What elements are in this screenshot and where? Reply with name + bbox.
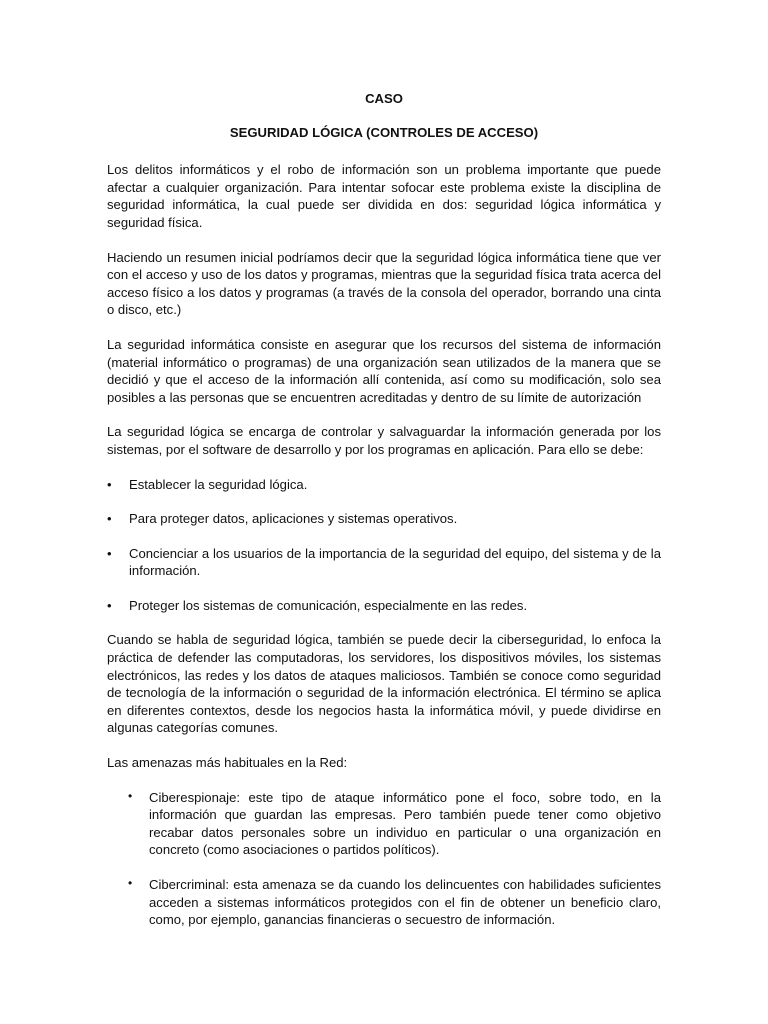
bullet-dot-icon: • xyxy=(128,876,133,890)
bullet-text: Establecer la seguridad lógica. xyxy=(129,476,308,492)
bullet-text: Concienciar a los usuarios de la importancia de la seguridad del equipo, del sistema y de la información. xyxy=(129,545,661,579)
threats-heading: Las amenazas más habituales en la Red: xyxy=(107,755,348,771)
paragraph-cybersecurity: Cuando se habla de seguridad lógica, también se puede decir la ciberseguridad, lo enfoca la práctica de defender las computadoras, los servidores, los dispositivos móviles, los sistemas electrónicos, las redes y los datos de ataques maliciosos. También se conoce como seguridad de tecnología de la información o seguridad de la información electrónica. El término se aplica en diferentes contextos, desde los negocios hasta la informática móvil, y puede dividirse en algunas categorías comunes. xyxy=(107,632,661,736)
document-body xyxy=(107,90,661,946)
threat-text: Ciberespionaje: este tipo de ataque informático pone el foco, sobre todo, en la información que guardan las empresas. Pero también puede tener como objetivo recabar datos personales sobre un individuo en particular o una organización en concreto (como asociaciones o partidos políticos). xyxy=(149,789,661,858)
threat-text: Cibercriminal: esta amenaza se da cuando los delincuentes con habilidades suficientes acceden a sistemas informáticos protegidos con el fin de obtener un beneficio claro, como, por ejemplo, ganancias financieras o secuestro de información. xyxy=(149,877,661,928)
paragraph-intro-2: Haciendo un resumen inicial podríamos decir que la seguridad lógica informática tiene que ver con el acceso y uso de los datos y programas, mientras que la seguridad física trata acerca del acceso físico a los datos y programas (a través de la consola del operador, borrando una cinta o disco, etc.) xyxy=(107,249,661,318)
bullet-item xyxy=(107,476,661,494)
bullet-item xyxy=(107,545,661,580)
bullet-item xyxy=(107,510,661,528)
bullet-dot-icon: • xyxy=(107,597,112,613)
bullet-dot-icon: • xyxy=(107,476,112,492)
paragraph-intro-4: La seguridad lógica se encarga de controlar y salvaguardar la información generada por los sistemas, por el software de desarrollo y por los programas en aplicación. Para ello se debe: xyxy=(107,424,661,457)
bullet-dot-icon: • xyxy=(107,545,112,561)
threat-item xyxy=(128,789,661,859)
bullet-item xyxy=(107,597,661,615)
threat-item xyxy=(128,876,661,929)
bullet-dot-icon: • xyxy=(107,511,112,527)
document-subtitle: SEGURIDAD LÓGICA (CONTROLES DE ACCESO) xyxy=(229,124,539,140)
bullet-text: Para proteger datos, aplicaciones y sistemas operativos. xyxy=(129,511,458,527)
paragraph-intro-3: La seguridad informática consiste en asegurar que los recursos del sistema de información (material informático o programas) de una organización sean utilizados de la manera que se decidió y que el acceso de la información allí contenida, así como su modificación, solo sea posibles a las personas que se encuentren acreditadas y dentro de su límite de autorización xyxy=(107,336,661,405)
paragraph-intro-1: Los delitos informáticos y el robo de información son un problema importante que puede afectar a cualquier organización. Para intentar sofocar este problema existe la disciplina de seguridad informática, la cual puede ser dividida en dos: seguridad lógica informática y seguridad física. xyxy=(107,162,661,230)
bullet-text: Proteger los sistemas de comunicación, especialmente en las redes. xyxy=(129,597,528,613)
threats-list xyxy=(107,789,661,929)
document-title: CASO xyxy=(365,91,403,106)
bullet-list xyxy=(107,476,661,615)
bullet-dot-icon: • xyxy=(128,788,133,803)
